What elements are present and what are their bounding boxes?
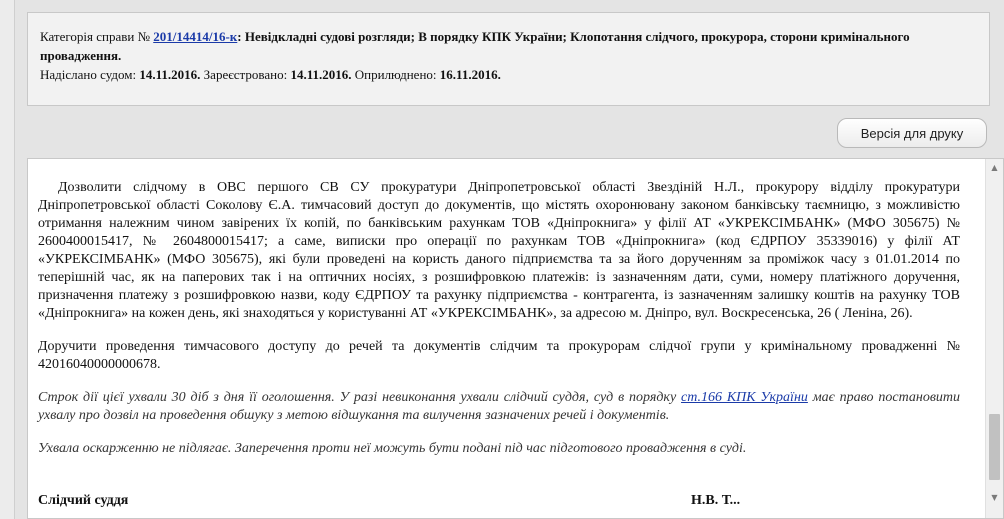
sent-date: 14.11.2016. [139,67,201,82]
case-info-box [27,12,990,106]
signature-label: Слідчий суддя [38,493,129,508]
paragraph-3-text-end: має право постановити ухвалу про дозвіл на проведення обшуку з метою відшукання та вилучення зазначених речей і документів. [38,390,961,423]
case-category-line [40,27,977,65]
print-version-button[interactable]: Версія для друку [837,118,987,148]
category-label: Категорія справи № [40,29,150,44]
signature-name: Н.В. Т... [691,493,741,508]
scrollbar-thumb[interactable] [989,414,1000,480]
published-date: 16.11.2016. [439,67,501,82]
scroll-up-arrow-icon[interactable]: ▲ [991,163,998,172]
decision-paragraph-4: Ухвала оскарженню не підлягає. Заперечення проти неї можуть бути подані під час підготового провадження в суді. [38,441,747,456]
sent-label: Надіслано судом: [40,67,137,82]
decision-paragraph-1: Дозволити слідчому в ОВС першого СВ СУ прокуратури Дніпропетровської області Звездіній Н.Л., прокурору відділу прокуратури Дніпропетровської області Соколову Є.А. тимчасовий доступ до документів, що містять охоронювану законом банківську таємницю, з можливістю отримання належним чином завірених їх копій, по банківським рахункам ТОВ «Дніпрокнига» у філії АТ «УКРЕКСІМБАНК» (МФО 305675) № 2600400015417, № 2604800015417; а саме, виписки про операції по рахункам ТОВ «Дніпрокнига» (код ЄДРПОУ 35339016) у філії АТ «УКРЕКСІМБАНК» (МФО 305675), які були проведені на користь даного підприємства та за його дорученням за проміжок часу з 01.01.2014 по теперішній час, як на паперових так і на оптичних носіях, з розшифровкою платежів: із зазначенням дати, суми, номеру платіжного доручення, призначення платежу з розшифровкою назви, коду ЄДРПОУ та рахунку підприємства - контрагента, із зазначенням залишку коштів на рахунку ТОВ «Дніпрокнига» на кожен день, які знаходяться у користуванні АТ «УКРЕКСІМБАНК», за адресою м. Дніпро, вул. Воскресенська, 26 ( Леніна, 26). [38,180,960,321]
document-frame[interactable] [27,158,1004,519]
page-container [14,0,1004,519]
case-dates-line [40,65,977,84]
law-article-link[interactable]: ст.166 КПК України [681,390,808,405]
paragraph-3-text-start: Строк дії цієї ухвали 30 діб з дня її оголошення. У разі невиконання ухвали слідчий суддя, суд в порядку [38,390,682,405]
published-label: Оприлюднено: [354,67,437,82]
registered-label: Зареєстровано: [203,67,288,82]
document-scrollbar[interactable] [985,159,1003,518]
case-number-link[interactable]: 201/14414/16-к [153,29,238,44]
category-text: : Невідкладні судові розгляди; В порядку КПК України; Клопотання слідчого, прокурора, сторони кримінального провадження. [40,29,910,63]
registered-date: 14.11.2016. [290,67,352,82]
scroll-down-arrow-icon[interactable]: ▼ [991,493,998,502]
decision-paragraph-2: Доручити проведення тимчасового доступу до речей та документів слідчим та прокурорам слідчої групи у кримінальному провадженні № 42016040000000678. [38,339,960,372]
document-body [38,179,960,473]
decision-paragraph-3 [38,389,960,425]
